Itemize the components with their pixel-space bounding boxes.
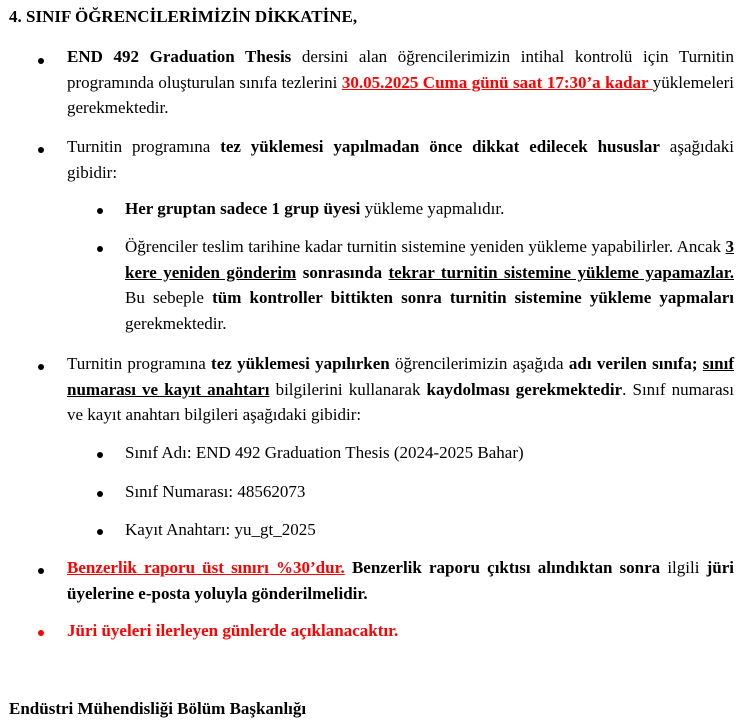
item-bold-text: sonrasında (296, 262, 389, 282)
bullet-icon (38, 568, 44, 574)
bullet-icon (38, 630, 44, 636)
item-text: bilgilerini kullanarak (269, 379, 427, 399)
item-text: yüklemeleri gerekmektedir. (67, 72, 734, 117)
list-item-submission-deadline (67, 44, 734, 121)
department-signature: Endüstri Mühendisliği Bölüm Başkanlığı (9, 699, 307, 718)
item-bold-text: tez yüklemesi yapılmadan önce dikkat edilecek hususlar (220, 137, 660, 156)
list-item-similarity-report (67, 555, 734, 606)
bullet-icon (97, 491, 103, 497)
item-bold-text: jüri üyelerine e-posta yoluyla gönderilmelidir. (67, 558, 734, 603)
jury-announcement-text: Jüri üyeleri ilerleyen günlerde açıklanacaktır. (67, 621, 399, 640)
item-bold-text: adı verilen sınıfa; (568, 354, 703, 373)
class-name: Sınıf Adı: END 492 Graduation Thesis (2024-2025 Bahar) (125, 443, 524, 462)
bullet-icon (38, 147, 44, 153)
bullet-icon (38, 364, 44, 370)
item-text: aşağıdaki gibidir: (67, 137, 735, 182)
item-bold-text: tekrar turnitin sistemine yükleme yapamazlar. (388, 262, 734, 282)
bullet-icon (97, 452, 103, 458)
bullet-icon (97, 246, 103, 252)
deadline-text: 30.05.2025 Cuma günü saat 17:30’a kadar (341, 72, 653, 92)
item-bold-text: Her gruptan sadece 1 grup üyesi (125, 199, 361, 218)
sub-item-resubmission-limit (125, 234, 734, 336)
item-text: Turnitin programına (67, 137, 221, 156)
item-text: Öğrenciler teslim tarihine kadar turnitin sistemine yeniden yükleme yapabilirler. Ancak (125, 237, 726, 256)
item-text: ilgili (660, 558, 707, 577)
list-item-jury (67, 618, 734, 644)
similarity-limit-text: Benzerlik raporu üst sınırı %30’dur. (67, 558, 345, 577)
item-text: öğrencilerimizin aşağıda (389, 354, 569, 373)
enrollment-key: Kayıt Anahtarı: yu_gt_2025 (125, 520, 316, 539)
announcement-heading: 4. SINIF ÖĞRENCİLERİMİZİN DİKKATİNE, (9, 7, 358, 26)
list-item-precautions (67, 134, 734, 185)
item-text: Bu sebeple (125, 288, 213, 307)
item-bold-text: kaydolması gerekmektedir (426, 379, 623, 399)
course-name: END 492 Graduation Thesis (67, 47, 292, 66)
item-bold-text: Benzerlik raporu çıktısı alındıktan sonra (344, 558, 661, 577)
item-text: dersini alan öğrencilerimizin intihal kontrolü için Turnitin programında oluşturulan sınıfa tezlerini (67, 47, 734, 92)
item-bold-text: 3 kere yeniden gönderim (125, 237, 734, 282)
item-bold-text: sınıf numarası ve kayıt anahtarı (67, 354, 734, 399)
bullet-icon (97, 208, 103, 214)
item-bold-text: tüm kontroller bittikten sonra turnitin sistemine yükleme yapmaları (212, 288, 734, 307)
item-text: gerekmektedir. (125, 313, 227, 333)
item-text: Turnitin programına (67, 354, 212, 373)
bullet-icon (38, 58, 44, 64)
item-text: yükleme yapmalıdır. (360, 199, 505, 218)
class-number: Sınıf Numarası: 48562073 (125, 482, 306, 501)
item-text: . Sınıf numarası ve kayıt anahtarı bilgileri aşağıdaki gibidir: (67, 379, 734, 424)
bullet-icon (97, 529, 103, 535)
sub-item-one-member (125, 196, 734, 222)
list-item-enrollment (67, 351, 734, 428)
item-bold-text: tez yüklemesi yapılırken (211, 354, 390, 373)
